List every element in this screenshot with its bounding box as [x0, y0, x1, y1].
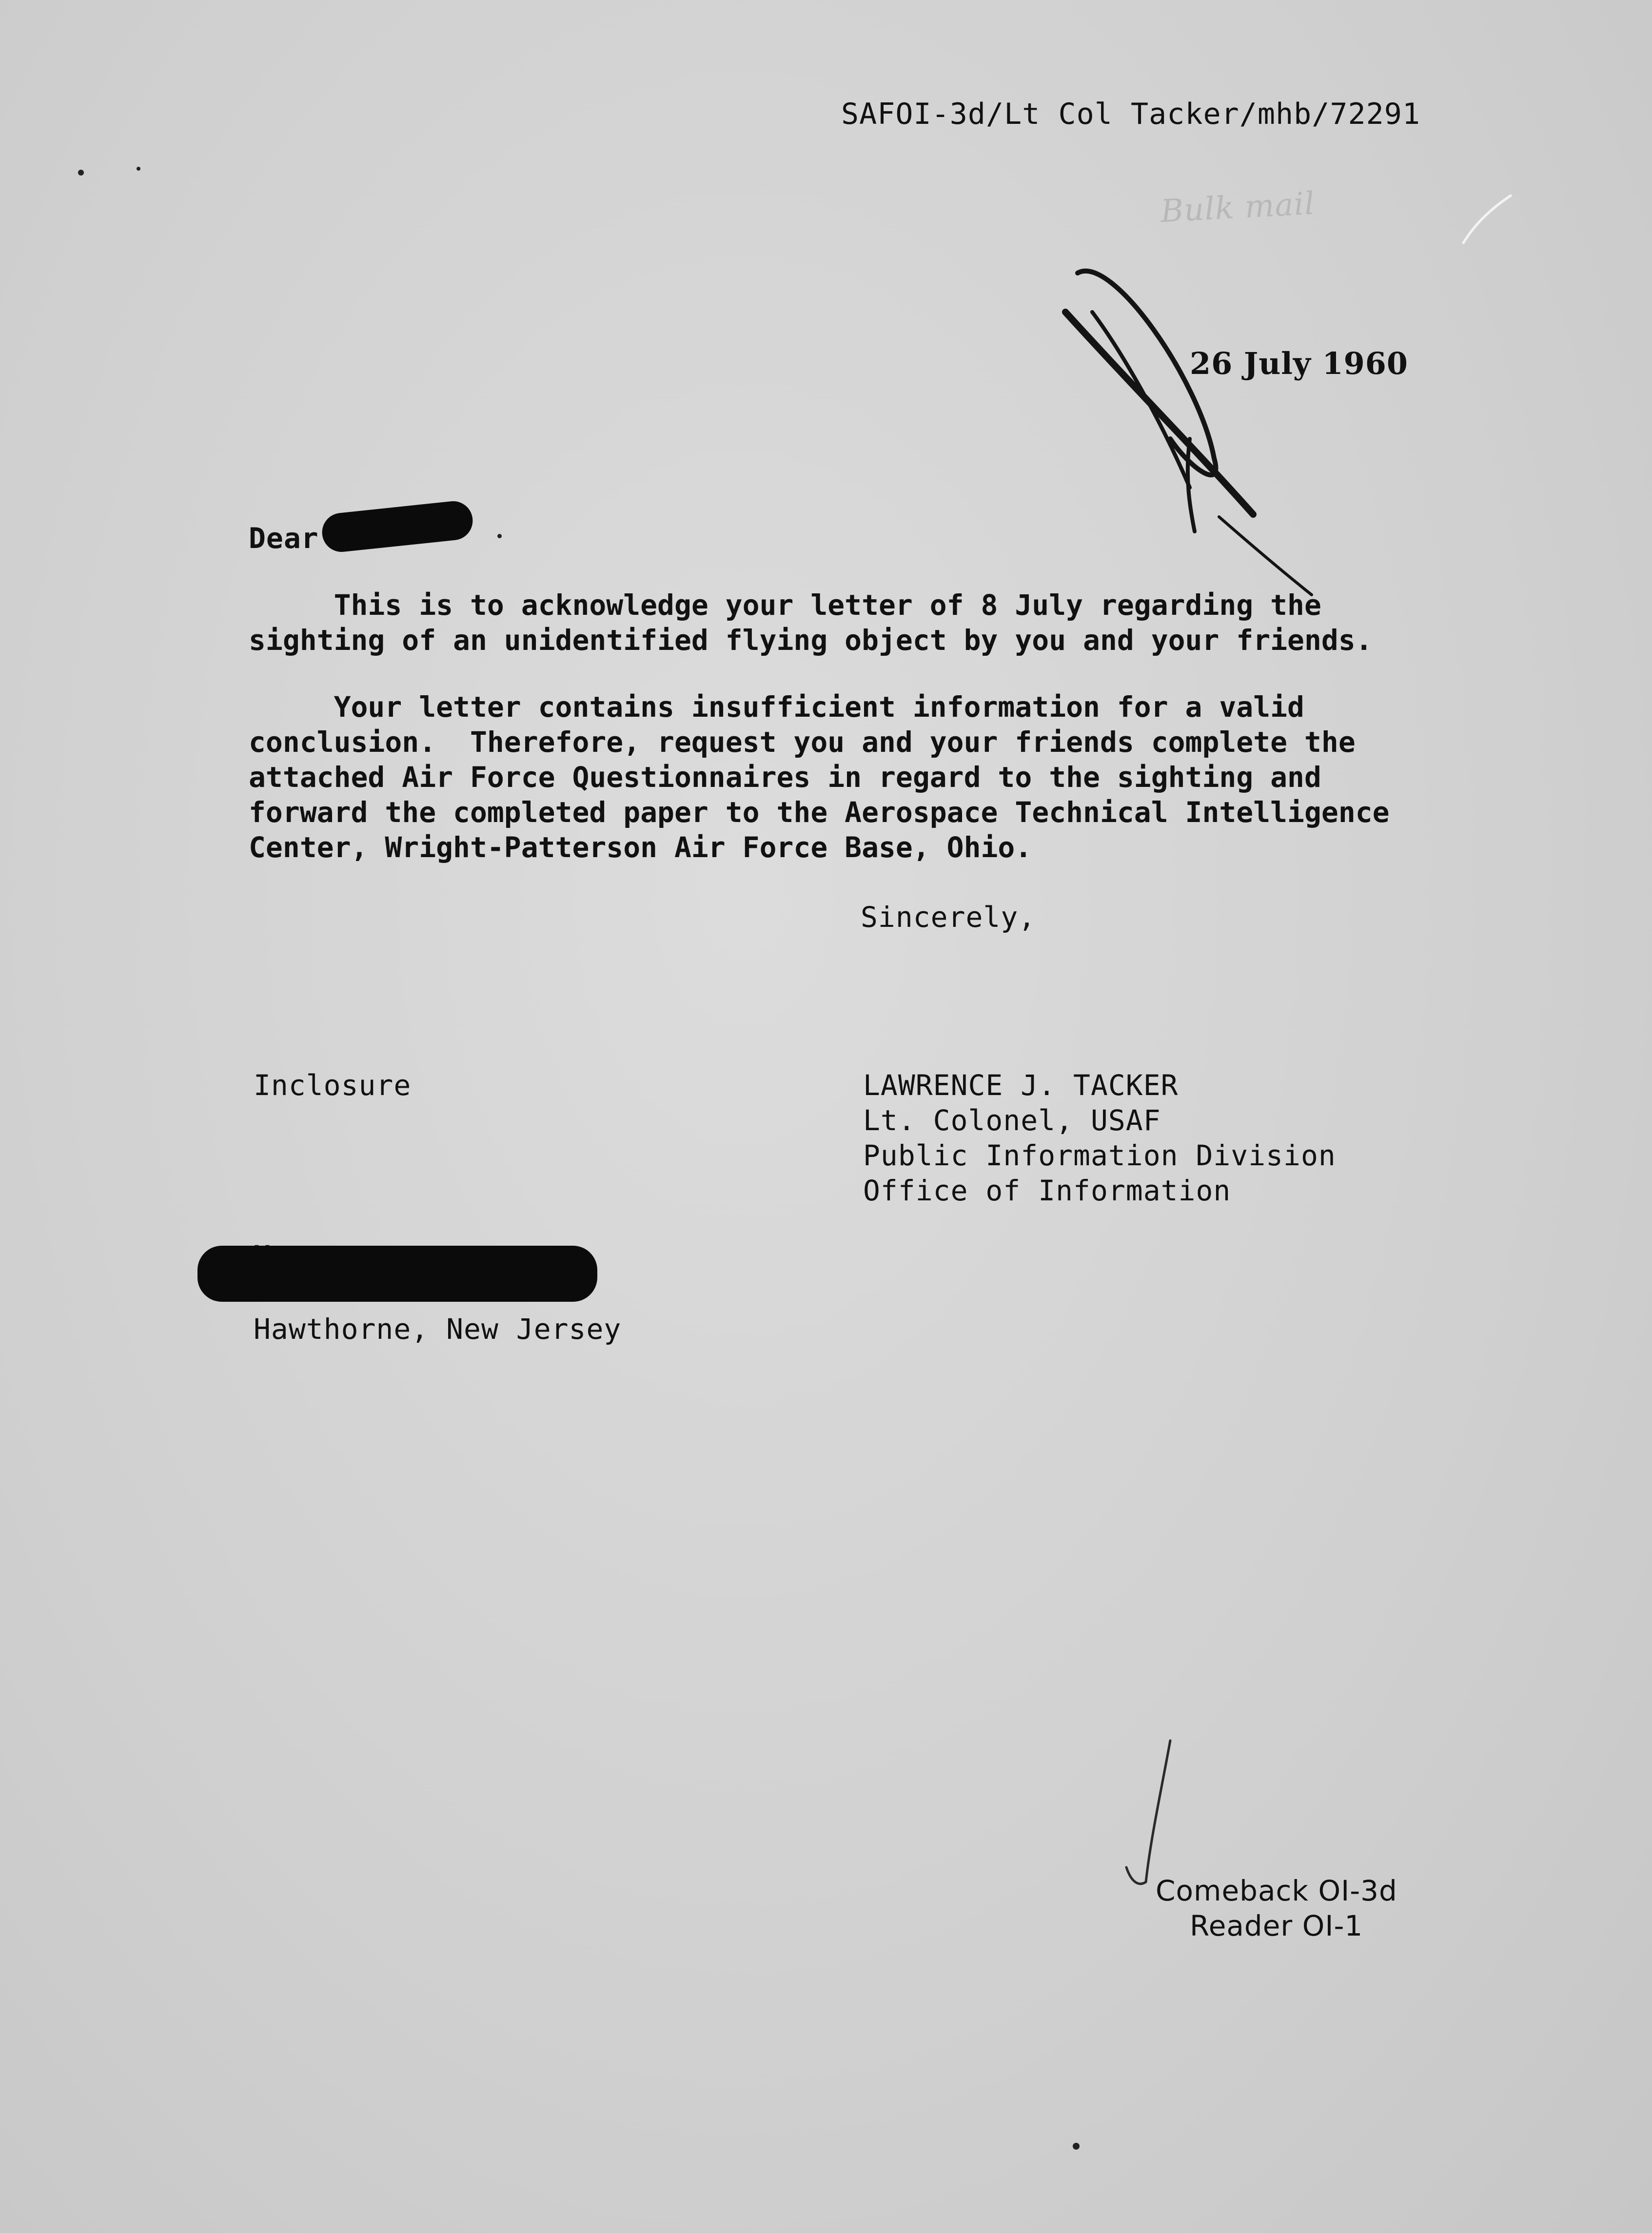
handwritten-note: Bulk mail [1160, 185, 1316, 230]
signature-rank: Lt. Colonel, USAF [863, 1104, 1161, 1137]
signature-name: LAWRENCE J. TACKER [863, 1069, 1179, 1102]
body-paragraph-2-line-3: attached Air Force Questionnaires in regard to the sighting and [249, 761, 1321, 794]
enclosure-label: Inclosure [254, 1069, 412, 1102]
body-paragraph-2-line-4: forward the completed paper to the Aerospace Technical Intelligence [249, 796, 1390, 829]
body-paragraph-1-line-2: sighting of an unidentified flying object by you and your friends. [249, 624, 1373, 657]
body-paragraph-2-line-5: Center, Wright-Patterson Air Force Base, Ohio. [249, 831, 1032, 864]
file-reference: SAFOI-3d/Lt Col Tacker/mhb/72291 [841, 97, 1420, 131]
body-paragraph-2-line-2: conclusion. Therefore, request you and your friends complete the [249, 725, 1356, 759]
letter-date: 26 July 1960 [1190, 346, 1408, 381]
check-mark-icon [1126, 1741, 1170, 1884]
signature-office: Office of Information [863, 1174, 1231, 1207]
addressee-city: Hawthorne, New Jersey [254, 1312, 622, 1346]
faint-pen-stroke [1463, 195, 1512, 244]
closing: Sincerely, [861, 901, 1036, 934]
cancel-scribble-icon [1065, 271, 1312, 595]
salutation: Dear [249, 522, 319, 555]
body-paragraph-1-line-1: This is to acknowledge your letter of 8 July regarding the [249, 588, 1321, 622]
signature-division: Public Information Division [863, 1139, 1336, 1172]
routing-line-1: Comeback OI-3d [1156, 1874, 1397, 1907]
body-paragraph-2-line-1: Your letter contains insufficient information for a valid [249, 690, 1304, 724]
routing-line-2: Reader OI-1 [1190, 1909, 1363, 1942]
